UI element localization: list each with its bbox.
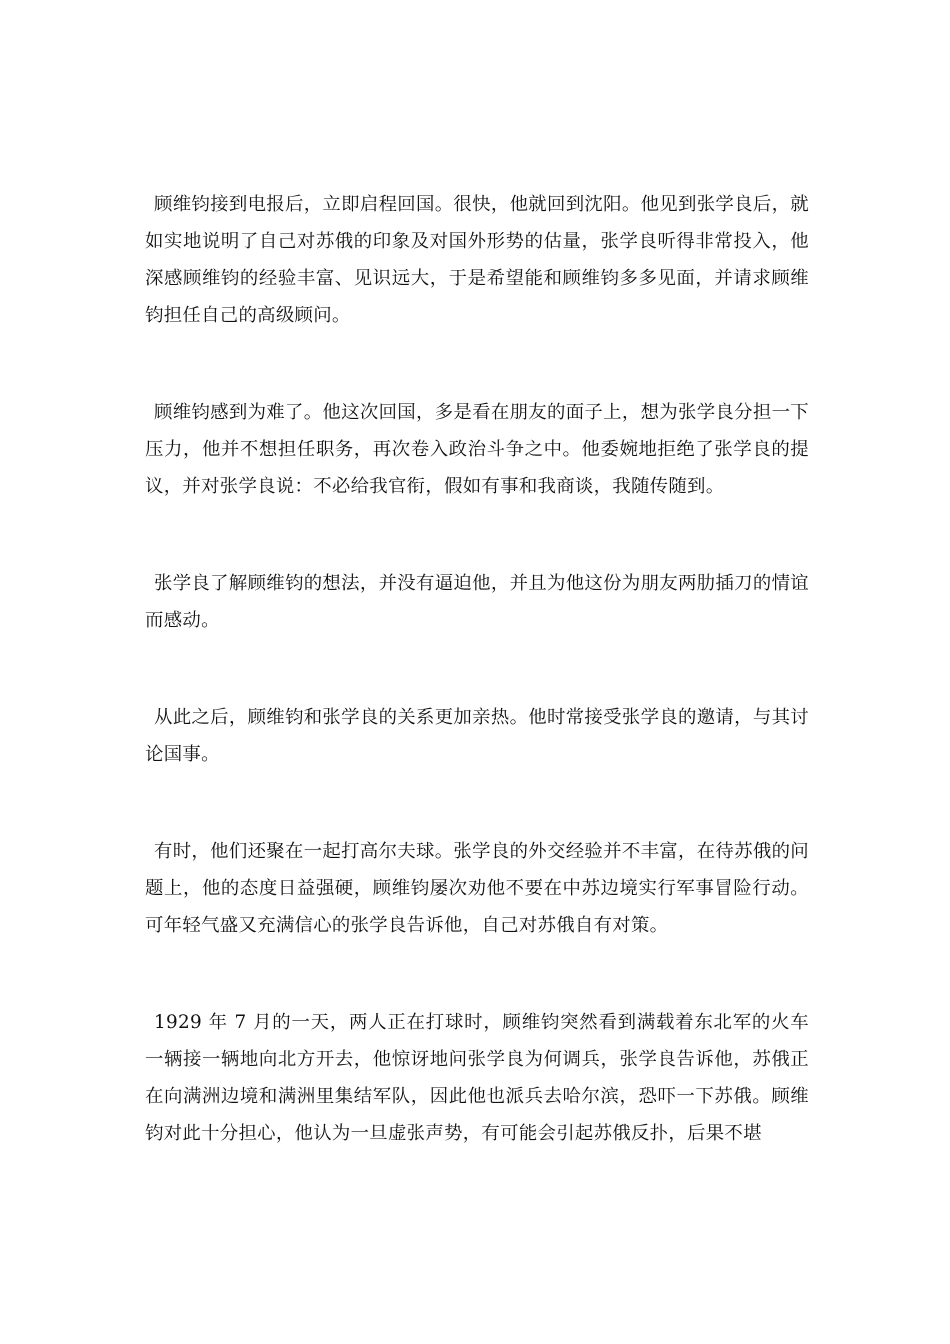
paragraph-6: 1929 年 7 月的一天，两人正在打球时，顾维钧突然看到满载着东北军的火车一辆接一辆地向北方开去，他惊讶地问张学良为何调兵，张学良告诉他，苏俄正在向满洲边境和满洲里集结军队，因此他也派兵去哈尔滨，恐吓一下苏俄。顾维钧对此十分担心，他认为一旦虚张声势，有可能会引起苏俄反扑，后果不堪 [145, 1012, 809, 1144]
paragraph-3: 张学良了解顾维钧的想法，并没有逼迫他，并且为他这份为朋友两肋插刀的情谊而感动。 [145, 573, 809, 631]
paragraph-2: 顾维钧感到为难了。他这次回国，多是看在朋友的面子上，想为张学良分担一下压力，他并不想担任职务，再次卷入政治斗争之中。他委婉地拒绝了张学良的提议，并对张学良说：不必给我官衔，假如有事和我商谈，我随传随到。 [145, 402, 809, 497]
paragraph-5: 有时，他们还聚在一起打高尔夫球。张学良的外交经验并不丰富，在待苏俄的问题上，他的态度日益强硬，顾维钧屡次劝他不要在中苏边境实行军事冒险行动。可年轻气盛又充满信心的张学良告诉他，自己对苏俄自有对策。 [145, 841, 809, 936]
paragraph-4: 从此之后，顾维钧和张学良的关系更加亲热。他时常接受张学良的邀请，与其讨论国事。 [145, 707, 809, 765]
document-body [145, 186, 809, 1212]
paragraph-1: 顾维钧接到电报后，立即启程回国。很快，他就回到沈阳。他见到张学良后，就如实地说明了自己对苏俄的印象及对国外形势的估量，张学良听得非常投入，他深感顾维钧的经验丰富、见识远大，于是希望能和顾维钧多多见面，并请求顾维钧担任自己的高级顾问。 [145, 194, 809, 326]
